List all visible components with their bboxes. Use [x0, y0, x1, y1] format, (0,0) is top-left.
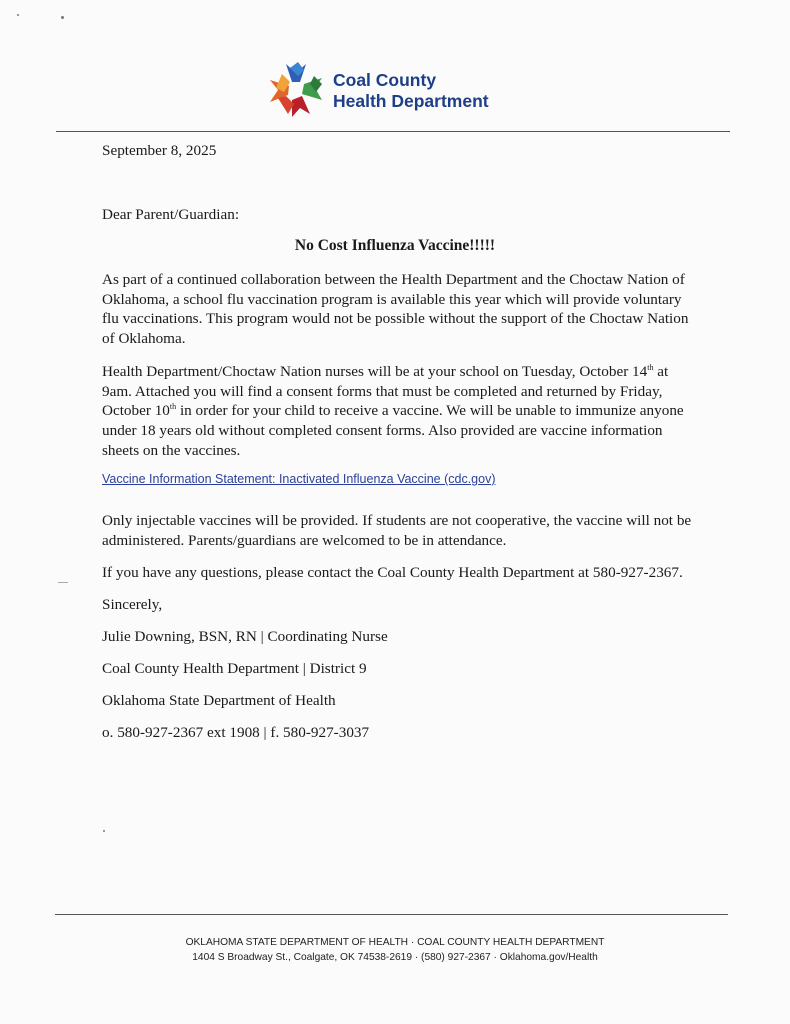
signature-agency: Oklahoma State Department of Health [102, 692, 336, 709]
scan-speck [17, 14, 19, 16]
signature-phone: o. 580-927-2367 ext 1908 | f. 580-927-3037 [102, 724, 370, 741]
logo-line-1: Coal County [333, 70, 437, 90]
letter-greeting: Dear Parent/Guardian: [102, 206, 240, 223]
vaccine-info-link[interactable]: Vaccine Information Statement: Inactivated Influenza Vaccine (cdc.gov) [102, 472, 496, 486]
paragraph-3: Only injectable vaccines will be provided. If students are not cooperative, the vaccine will not be administered. Parents/guardians are welcomed to be in attendance. [102, 512, 692, 549]
signature-department: Coal County Health Department | District 9 [102, 660, 367, 677]
scan-speck [58, 582, 68, 583]
ordinal-suffix-1: th [647, 362, 654, 372]
letter-heading: No Cost Influenza Vaccine!!!!! [294, 237, 496, 254]
header-divider [56, 131, 730, 132]
paragraph-2 [102, 362, 692, 461]
logo-text [333, 70, 489, 112]
header-logo [268, 62, 528, 120]
letter-date: September 8, 2025 [102, 142, 217, 159]
ohd-star-logo-icon [268, 62, 324, 118]
scan-speck [103, 830, 105, 832]
ordinal-suffix-2: th [169, 402, 177, 412]
paragraph-1: As part of a continued collaboration between the Health Department and the Choctaw Nation of Oklahoma, a school flu vaccination program is available this year which will provide voluntary flu vaccinations. This program would not be possible without the support of the Choctaw Nation of Oklahoma. [102, 271, 689, 348]
footer-line-1: OKLAHOMA STATE DEPARTMENT OF HEALTH · COAL COUNTY HEALTH DEPARTMENT [185, 937, 605, 948]
paragraph-4: If you have any questions, please contact the Coal County Health Department at 580-927-2367. [102, 564, 683, 581]
paragraph-2-part-1: Health Department/Choctaw Nation nurses will be at your school on Tuesday, October 14 [102, 363, 648, 380]
scan-speck [61, 16, 64, 19]
closing: Sincerely, [102, 596, 163, 613]
paragraph-2-part-3: in order for your child to receive a vaccine. We will be unable to immunize anyone under 18 years old without completed consent forms. Also provided are vaccine information sheets on the vaccines. [102, 402, 684, 459]
footer-divider [55, 914, 728, 915]
footer-line-2: 1404 S Broadway St., Coalgate, OK 74538-2619 · (580) 927-2367 · Oklahoma.gov/Health [192, 952, 598, 963]
logo-line-2: Health Department [333, 91, 489, 111]
paragraph-2-part-2: at 9am. Attached you will find a consent forms that must be completed and returned by Friday, October 10 [102, 363, 669, 420]
footer [0, 935, 790, 965]
signature-name: Julie Downing, BSN, RN | Coordinating Nurse [102, 628, 388, 645]
